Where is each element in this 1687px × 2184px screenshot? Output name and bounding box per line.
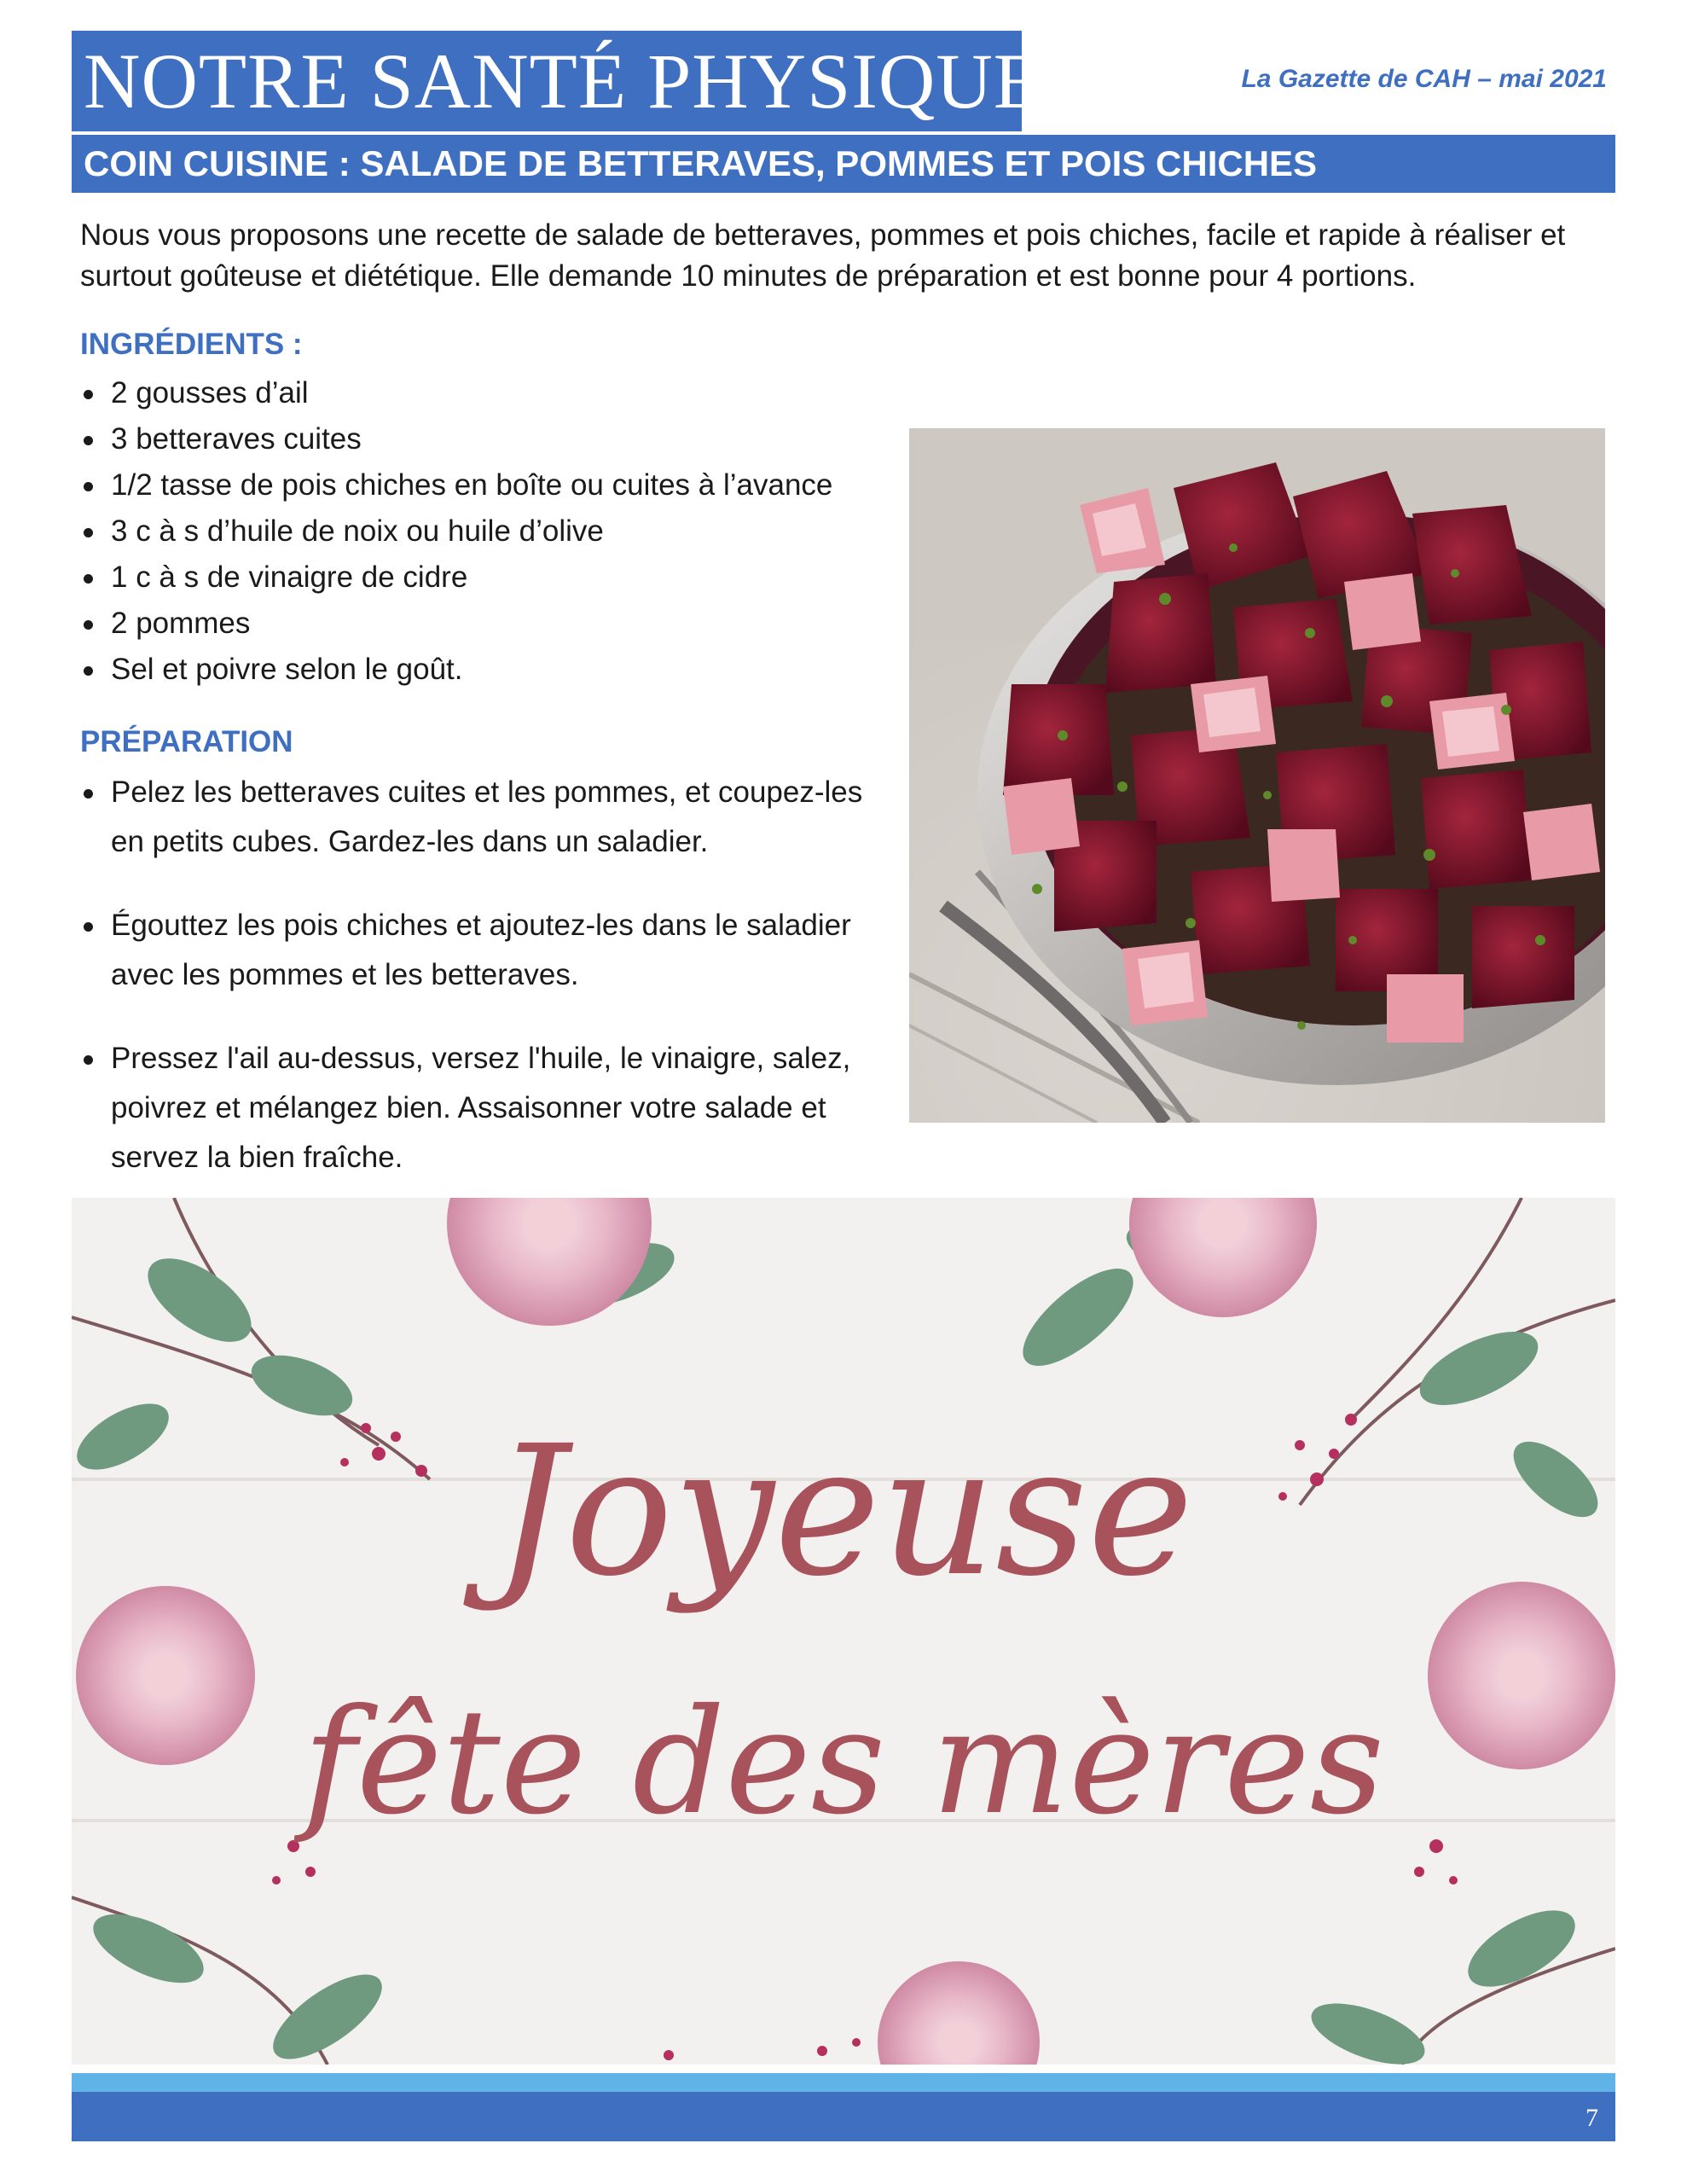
ingredient-item: Sel et poivre selon le goût.	[80, 647, 865, 693]
ingredient-item: 3 betteraves cuites	[80, 416, 865, 462]
ingredient-item: 3 c à s d’huile de noix ou huile d’olive	[80, 508, 865, 555]
preparation-step: Égouttez les pois chiches et ajoutez-les dans le saladier avec les pommes et les betteraves.	[80, 901, 899, 1000]
card-line-2: fête des mères	[302, 1678, 1385, 1847]
preparation-step: Pelez les betteraves cuites et les pommes, et coupez-les en petits cubes. Gardez-les dans un saladier.	[80, 768, 899, 867]
card-line-1: Joyeuse	[493, 1407, 1194, 1616]
page-title: NOTRE SANTÉ PHYSIQUE	[84, 38, 1042, 125]
ingredients-heading: INGRÉDIENTS :	[80, 328, 303, 361]
ingredient-item: 1 c à s de vinaigre de cidre	[80, 555, 865, 601]
recipe-title: COIN CUISINE : SALADE DE BETTERAVES, POMMES ET POIS CHICHES	[84, 143, 1318, 183]
preparation-steps	[80, 768, 899, 1217]
mothers-day-card	[72, 1198, 1615, 2065]
gazette-label: La Gazette de CAH – mai 2021	[1241, 65, 1607, 93]
preparation-step: Pressez l'ail au-dessus, versez l'huile, le vinaigre, salez, poivrez et mélangez bien. Assaisonner votre salade et servez la bien fraîche.	[80, 1034, 899, 1182]
section-title-box	[72, 31, 1042, 131]
preparation-heading: PRÉPARATION	[80, 725, 293, 758]
ingredients-list	[80, 370, 865, 693]
footer-band	[72, 2073, 1615, 2141]
ingredient-item: 2 pommes	[80, 601, 865, 647]
ingredient-item: 2 gousses d’ail	[80, 370, 865, 416]
intro-paragraph: Nous vous proposons une recette de salade de betteraves, pommes et pois chiches, facile et rapide à réaliser et surtout goûteuse et diététique. Elle demande 10 minutes de préparation et est bonne pour 4 portions.	[80, 218, 1566, 293]
page-number: 7	[1586, 2104, 1598, 2132]
ingredient-item: 1/2 tasse de pois chiches en boîte ou cuites à l’avance	[80, 462, 865, 508]
subtitle-bar	[72, 135, 1615, 193]
salad-photo	[909, 428, 1605, 1123]
